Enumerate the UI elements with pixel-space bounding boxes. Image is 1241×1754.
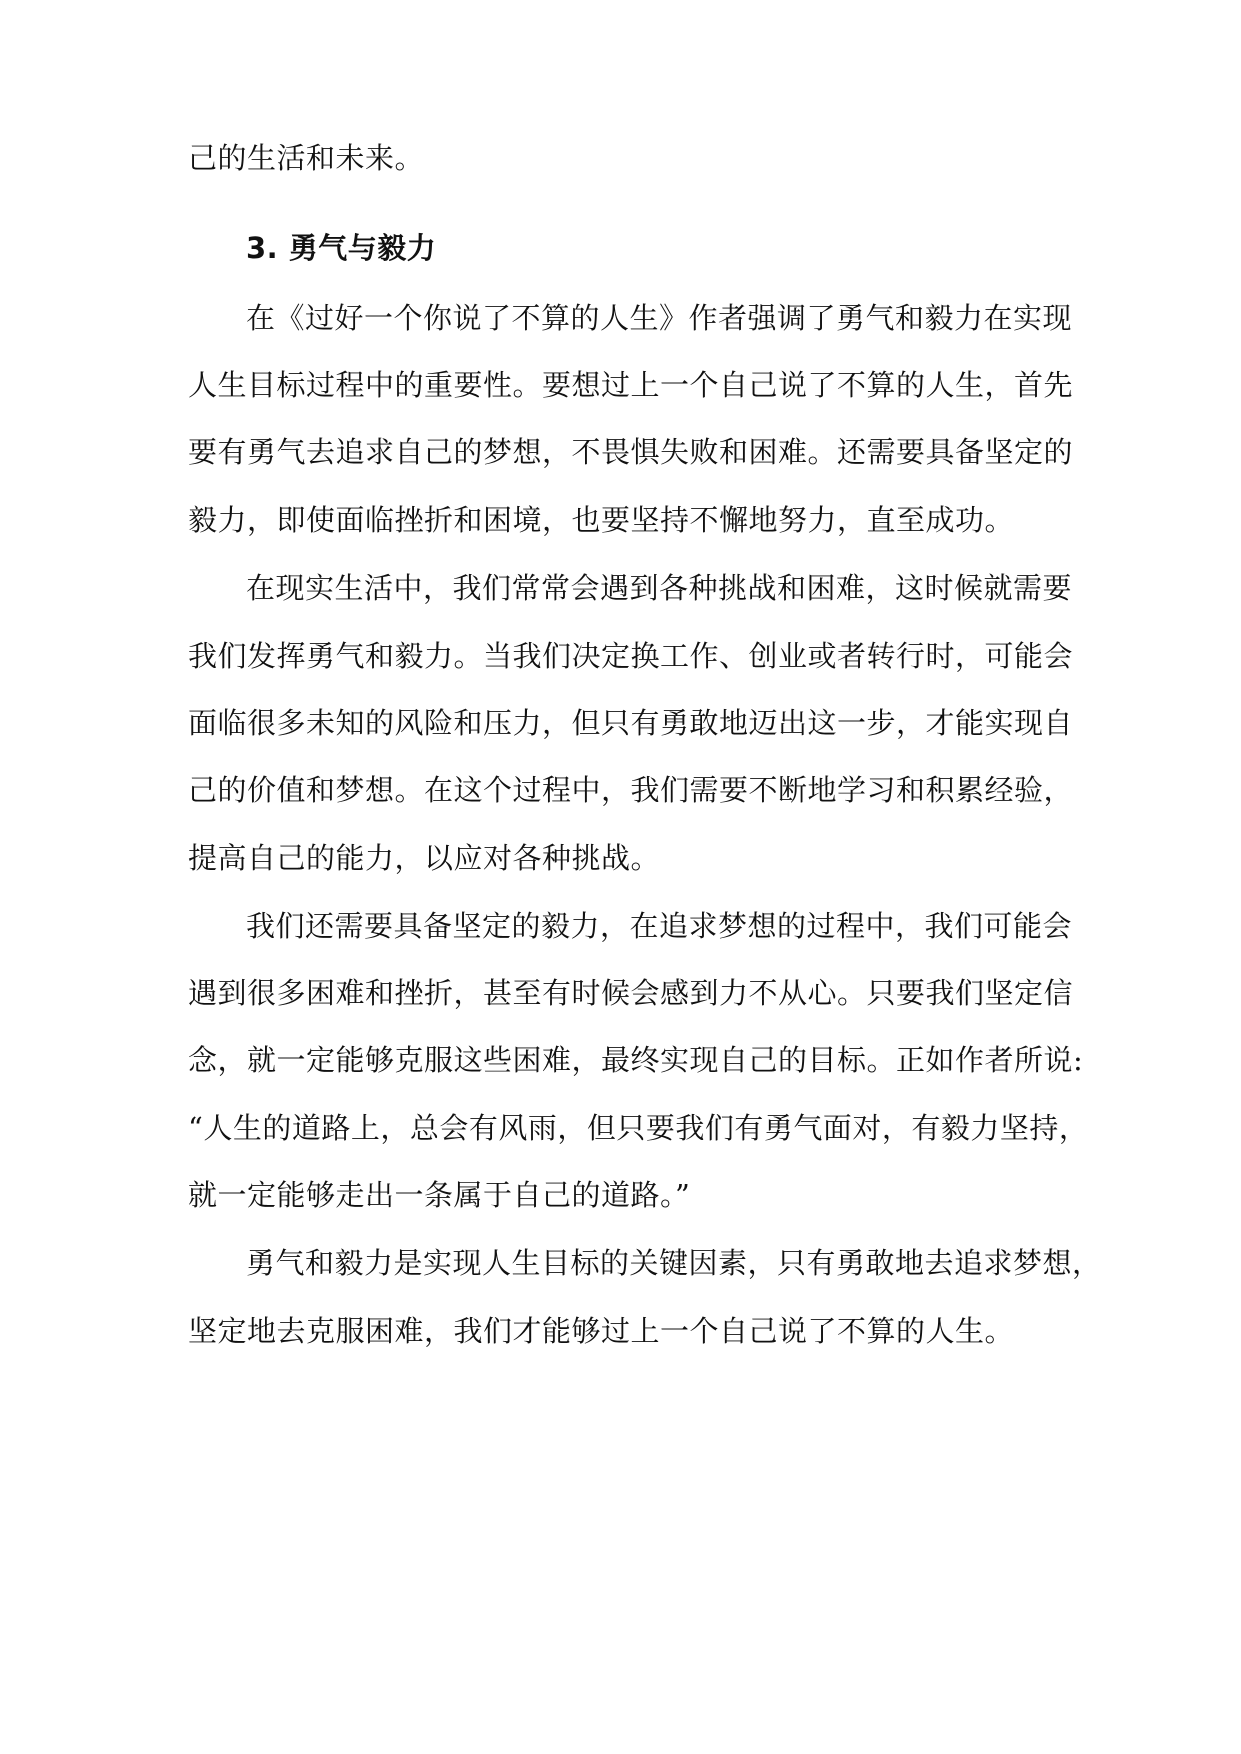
paragraph-line: 遇到很多困难和挫折，甚至有时候会感到力不从心。只要我们坚定信: [188, 976, 1074, 1010]
paragraph-line: 我们还需要具备坚定的毅力，在追求梦想的过程中，我们可能会: [246, 909, 1073, 943]
paragraph-line: “人生的道路上，总会有风雨，但只要我们有勇气面对，有毅力坚持，: [188, 1111, 1089, 1145]
paragraph-line: 坚定地去克服困难，我们才能够过上一个自己说了不算的人生。: [188, 1314, 1015, 1348]
paragraph-line: 我们发挥勇气和毅力。当我们决定换工作、创业或者转行时，可能会: [188, 639, 1074, 673]
paragraph-line: 人生目标过程中的重要性。要想过上一个自己说了不算的人生，首先: [188, 368, 1074, 402]
section-heading: 3. 勇气与毅力: [246, 231, 437, 265]
paragraph-line: 勇气和毅力是实现人生目标的关键因素，只有勇敢地去追求梦想，: [246, 1246, 1102, 1280]
paragraph-line: 在《过好一个你说了不算的人生》作者强调了勇气和毅力在实现: [246, 301, 1073, 335]
paragraph-line: 己的价值和梦想。在这个过程中，我们需要不断地学习和积累经验，: [188, 773, 1074, 807]
paragraph-fragment: 己的生活和未来。: [188, 141, 425, 175]
paragraph-line: 在现实生活中，我们常常会遇到各种挑战和困难，这时候就需要: [246, 571, 1073, 605]
paragraph-line: 面临很多未知的风险和压力，但只有勇敢地迈出这一步，才能实现自: [188, 706, 1074, 740]
paragraph-line: 就一定能够走出一条属于自己的道路。”: [188, 1178, 691, 1212]
paragraph-line: 提高自己的能力，以应对各种挑战。: [188, 841, 661, 875]
paragraph-line: 毅力，即使面临挫折和困境，也要坚持不懈地努力，直至成功。: [188, 503, 1015, 537]
paragraph-line: 要有勇气去追求自己的梦想，不畏惧失败和困难。还需要具备坚定的: [188, 435, 1074, 469]
paragraph-line: 念，就一定能够克服这些困难，最终实现自己的目标。正如作者所说:: [188, 1043, 1084, 1077]
